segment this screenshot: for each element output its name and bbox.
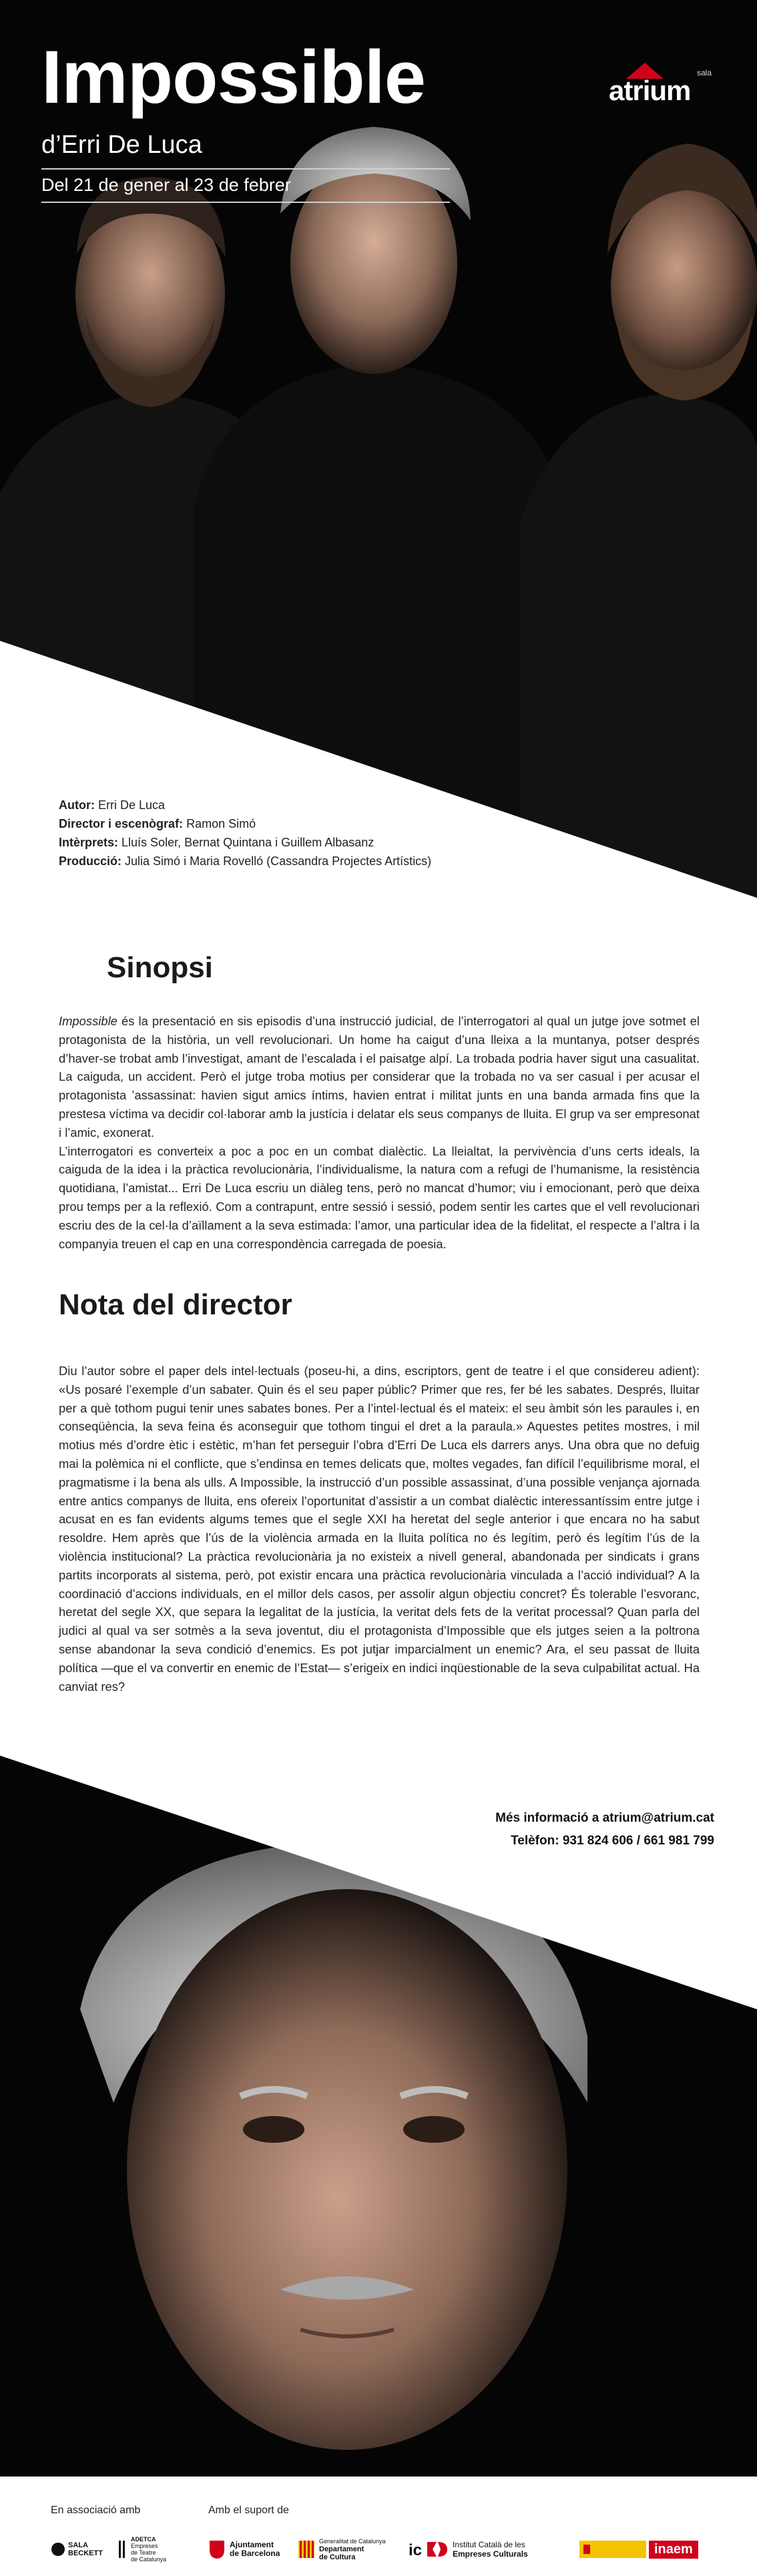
hero-section [0,0,757,898]
logo-text: de Catalunya [131,2556,167,2563]
credit-value: Erri De Luca [98,798,166,812]
director-note-text [59,1362,700,1696]
credit-value: Lluís Soler, Bernat Quintana i Guillem Albasanz [121,836,374,849]
logo-text: Ajuntament [230,2540,274,2549]
generalitat-flag-icon [298,2539,315,2559]
contact-block [495,1807,714,1852]
logo-text: de Cultura [319,2553,356,2561]
sala-beckett-icon [51,2542,65,2557]
ajuntament-barcelona-logo [208,2534,280,2565]
sinopsi-heading: Sinopsi [107,951,213,984]
credit-label: Director i escenògraf: [59,817,184,830]
support-label: Amb el suport de [208,2505,289,2516]
sinopsi-paragraph-1-rest: és la presentació en sis episodis d’una instrucció judicial, de l’interrogatori al qual un jutge jove sotmet el protagonista de la història, un vell revolucionari. Un home ha caigut d’una lleixa a la muntanya, potser després d’haver-se trobat amb l’investigat, amant de l’escalada i el paisatge alpí. La trobada podria haver sigut una casualitat. La caiguda, un accident. Però el jutge troba motius per considerar que la trobada no va ser casual i per acusar el protagonista ’assassinat: havien sigut amics íntims, havien entrat i militat junts en una banda armada fins que la prestesa víctima va decidir col·laborar amb la justícia i delatar els seus companys de lluita. El grup va ser empresonat i l’amic, exonerat. [59,1014,700,1139]
ministerio-cultura-icon [579,2539,646,2559]
sinopsi-paragraph-2: L’interrogatori es converteix a poc a poc en un combat dialèctic. La lleialtat, la pervivència d’uns certs ideals, la caiguda de la idea i la pràctica revolucionària, l’individualisme, la natura com a refugi de l’humanisme, la resistència quotidiana, l’amistat... Erri De Luca escriu un diàleg tens, però no mancat d’humor; viu i emocionant, però que deixa prou temps per a la reflexió. Com a contrapunt, entre sessió i sessió, podem sentir les cartes que el vell revolucionari escriu des de la cel·la d’aïllament a la seva estimada: l’amor, una particular idea de la fidelitat, el respecte a l’altra i la companyia treuen el cap en una correspondència carregada de poesia. [59,1143,700,1251]
credits-block [59,796,433,870]
credit-label: Intèrprets: [59,836,119,849]
adetca-logo [117,2534,166,2565]
show-dates: Del 21 de gener al 23 de febrer [41,175,291,195]
credit-production [59,852,433,870]
logo-sala-text: sala [697,68,712,77]
svg-text:ic: ic [409,2541,423,2559]
logo-text: Generalitat de Catalunya [319,2538,386,2545]
icec-logo [409,2534,528,2565]
logo-wordmark: atrium [609,75,691,106]
credit-director [59,814,433,833]
credit-performers [59,833,433,852]
sinopsi-title-italic: Impossible [59,1014,117,1028]
credit-label: Producció: [59,854,122,868]
credit-label: Autor: [59,798,95,812]
credit-value: Ramon Simó [186,817,256,830]
generalitat-cultura-logo [298,2534,386,2565]
logo-text: BECKETT [68,2549,103,2557]
director-note-heading: Nota del director [59,1288,292,1321]
dates-divider [41,202,450,203]
icec-icon [409,2539,449,2559]
logo-text: Empreses Culturals [453,2549,528,2559]
association-label: En associació amb [51,2505,141,2516]
inaem-logo [579,2534,698,2565]
credit-author [59,796,433,814]
sinopsi-paragraph-1 [59,1012,700,1142]
logo-text: SALA [68,2541,88,2549]
logo-text: de Barcelona [230,2549,280,2558]
show-title: Impossible [41,35,426,119]
logo-text: Departament [319,2545,364,2553]
atrium-logo [606,61,720,108]
portrait-section [0,1756,757,2477]
credit-value: Julia Simó i Maria Rovelló (Cassandra Projectes Artístics) [125,854,432,868]
portrait-photo [0,1756,757,2477]
contact-email[interactable]: Més informació a atrium@atrium.cat [495,1811,714,1825]
logo-text: Empreses [131,2543,158,2549]
inaem-wordmark: inaem [649,2541,698,2559]
logo-text: Institut Català de les [453,2540,525,2549]
director-note-paragraph: Diu l’autor sobre el paper dels intel·lectuals (poseu-hi, a dins, escriptors, gent de teatre i el que considereu adient): «Us posaré l’exemple d’un sabater. Quin és el seu paper públic? Primer que res, fer bé les sabates. Després, lluitar per a què tothom pugui tenir unes sabates bones. Per a l’intel·lectual és el mateix: el seu àmbit són les paraules i, en conseqüència, la seva feina és aconseguir que tothom tingui el dret a la paraula.» Aquestes petites mostres, i mil motius més d’ordre ètic i estètic, m’han fet perseguir l’obra d’Erri De Luca els darrers anys. Una obra que no defuig mai la polèmica ni el conflicte, que s’endinsa en temes delicats que, moltes vegades, fan difícil l’equilibrisme moral, el pragmatisme i la bena als ulls. A Impossible, la instrucció d’un possible assassinat, d’una possible venjança ajornada entre antics companys de lluita, ens ofereix l’oportunitat d’assistir a un combat dialèctic interessantíssim entre jutge i acusat en es fan evidents algums temes que el segle XXI ha heretat del segle anterior i que encara no ha sabut resoldre. Hem après que l’ús de la violència armada en la lluita política no és legítim, però és legítim l’ús de la violència institucional? La pràctica revolucionària ja no existeix a nivell general, abandonada per sindicats i grans partits incorporats al sistema, però, pot existir encara una pràctica revolucionària vinculada a l’acció individual? A la coordinació d’accions individuals, en el millor dels casos, per assolir algun objectiu concret? És tolerable l’esvoranc, heretat del segle XX, que separa la legalitat de la justícia, la veritat dels fets de la veritat processal? Quan parla del judici al qual va ser sotmès a la seva joventut, diu el protagonista d’Impossible que els jutges seien a la poltrona sense abandonar la seva condició d’enemics. Es pot jutjar imparcialment un enemic? Ara, el seu passat de lluita política —que el va convertir en enemic de l’Estat— s’erigeix en indici inqüestionable de la seva culpabilitat actual. Ha canviat res? [59,1364,700,1694]
logo-text: ADETCA [131,2536,156,2543]
sinopsi-text [59,1012,700,1253]
logo-text: de Teatre [131,2549,156,2556]
title-divider [41,168,450,170]
show-author: d’Erri De Luca [41,131,202,159]
adetca-icon [117,2539,128,2559]
contact-phone[interactable]: Telèfon: 931 824 606 / 661 981 799 [511,1834,714,1848]
sala-beckett-logo [51,2534,103,2565]
sponsor-footer [0,2477,757,2576]
barcelona-shield-icon [208,2539,226,2559]
